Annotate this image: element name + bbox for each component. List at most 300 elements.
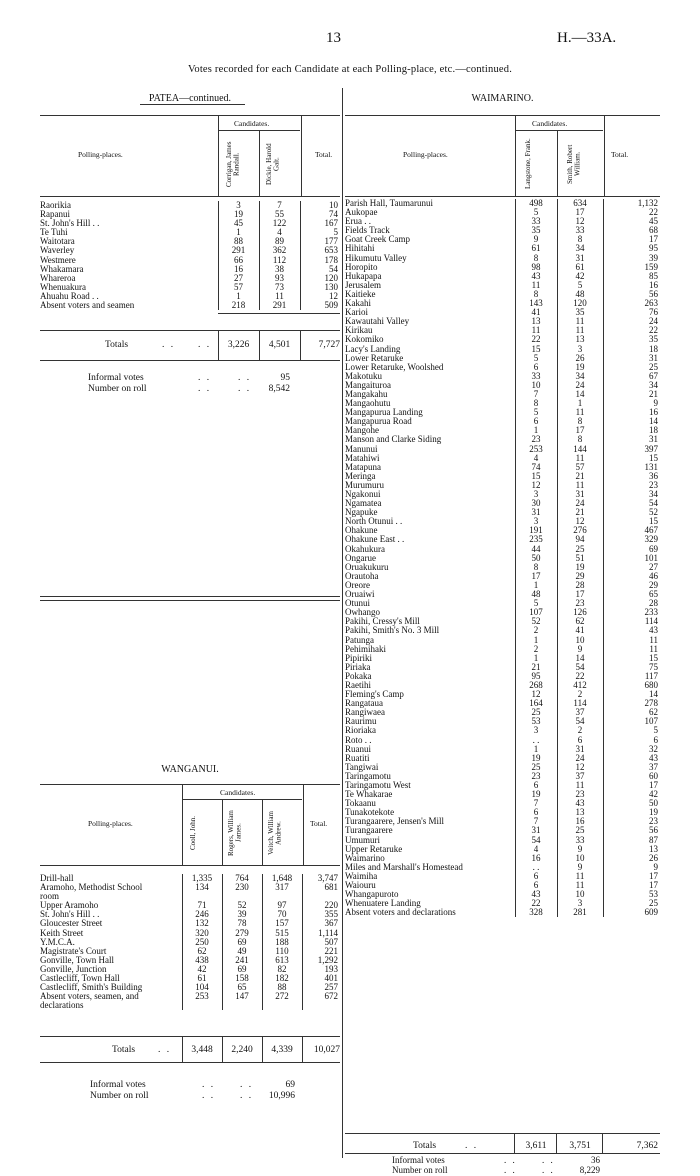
polling-place-name: Rapanui: [40, 210, 70, 220]
polling-place-name: Turangaarere, Jensen's Mill: [345, 817, 445, 827]
candidate-votes: 97: [262, 901, 302, 910]
waimarino-table-row: [345, 672, 660, 681]
waimarino-table-row: [345, 826, 660, 835]
row-total: 17: [603, 781, 660, 790]
candidate-votes: 2: [515, 645, 557, 654]
waimarino-table-row: [345, 763, 660, 772]
row-total: 15: [603, 454, 660, 463]
polling-place-name: Gonville, Town Hall: [40, 955, 114, 965]
polling-place-name: Lacy's Landing: [345, 344, 401, 354]
candidate-votes: 62: [557, 617, 603, 626]
waimarino-table-row: [345, 908, 660, 917]
row-total: 39: [603, 254, 660, 263]
waimarino-table-row: [345, 581, 660, 590]
row-total: 101: [603, 554, 660, 563]
candidate-votes: 69: [222, 938, 262, 947]
row-total: 13: [603, 845, 660, 854]
waimarino-table-row: [345, 226, 660, 235]
wanganui-results-table: [40, 874, 340, 1010]
polling-place-name: Magistrate's Court: [40, 946, 107, 956]
candidate-votes: 11: [515, 281, 557, 290]
waimarino-table-row: [345, 626, 660, 635]
candidate-votes: 6: [515, 881, 557, 890]
candidate-votes: 4: [515, 845, 557, 854]
polling-place-name: Waverley: [40, 246, 75, 256]
candidate-votes: . .: [515, 863, 557, 872]
row-total: 6: [603, 736, 660, 745]
row-total: 46: [603, 572, 660, 581]
waimarino-table-row: [345, 317, 660, 326]
polling-place-name: Kaitieke: [345, 289, 376, 299]
wanganui-table-row: [40, 938, 340, 947]
waimarino-table-row: [345, 890, 660, 899]
patea-table-row: [40, 283, 340, 292]
waimarino-table-row: [345, 572, 660, 581]
row-total: 178: [300, 256, 340, 265]
waimarino-candidate-2: Smith, Robert William.: [566, 144, 582, 184]
polling-place-name: Absent voters and seamen: [40, 301, 135, 311]
row-total: 15: [603, 654, 660, 663]
candidate-votes: 43: [515, 890, 557, 899]
candidate-votes: 11: [557, 454, 603, 463]
polling-place-name: Absent voters, seamen, and: [40, 992, 139, 1002]
patea-table-header: [40, 115, 340, 197]
row-total: 60: [603, 772, 660, 781]
candidate-votes: 35: [515, 226, 557, 235]
polling-place-name: Kawautahi Valley: [345, 317, 410, 327]
candidate-votes: 7: [515, 390, 557, 399]
waimarino-table-row: [345, 254, 660, 263]
candidate-votes: 31: [557, 254, 603, 263]
candidate-votes: 8: [557, 435, 603, 444]
candidate-votes: 2: [557, 690, 603, 699]
polling-place-name: St. John's Hill . .: [40, 910, 100, 920]
waimarino-table-row: [345, 381, 660, 390]
candidate-votes: 120: [557, 299, 603, 308]
row-total: 56: [603, 826, 660, 835]
polling-place-name: room: [40, 892, 59, 902]
candidate-votes: 5: [515, 408, 557, 417]
polling-place-name: Ohakune East . .: [345, 535, 405, 545]
row-total: 50: [603, 799, 660, 808]
candidate-votes: 191: [515, 526, 557, 535]
candidate-votes: 27: [218, 274, 259, 283]
polling-place-name: Oruakukuru: [345, 562, 389, 572]
candidate-votes: 15: [515, 472, 557, 481]
candidate-votes: 182: [262, 974, 302, 983]
candidate-votes: 1: [218, 228, 259, 237]
candidate-votes: 230: [222, 883, 262, 892]
candidate-votes: 1: [557, 399, 603, 408]
candidate-votes: 74: [515, 463, 557, 472]
row-total: 107: [603, 717, 660, 726]
waimarino-table-row: [345, 681, 660, 690]
polling-place-name: Fields Track: [345, 226, 390, 236]
candidate-votes: 11: [557, 481, 603, 490]
candidate-votes: 42: [182, 965, 222, 974]
waimarino-total-c1: 3,611: [525, 1141, 547, 1151]
candidate-votes: 6: [515, 808, 557, 817]
candidate-votes: 57: [218, 283, 259, 292]
patea-candidate-2: Dickie, Harold Galt.: [265, 143, 281, 185]
polling-place-name: Ruanui: [345, 744, 371, 754]
candidate-votes: 34: [557, 244, 603, 253]
candidate-votes: 23: [515, 435, 557, 444]
row-total: 159: [603, 263, 660, 272]
wanganui-informal-label: Informal votes: [90, 1080, 146, 1090]
candidate-votes: 39: [222, 910, 262, 919]
polling-place-name: Matapuna: [345, 462, 381, 472]
row-total: 85: [603, 272, 660, 281]
row-total: 87: [603, 836, 660, 845]
waimarino-table-row: [345, 535, 660, 544]
wanganui-table-header: [40, 784, 340, 866]
row-total: 653: [300, 246, 340, 255]
candidate-votes: 12: [515, 481, 557, 490]
row-total: 31: [603, 354, 660, 363]
candidate-votes: 6: [515, 417, 557, 426]
candidate-votes: 66: [218, 256, 259, 265]
polling-place-name: Waiouru: [345, 881, 376, 891]
candidate-votes: 9: [515, 235, 557, 244]
candidate-votes: 8: [515, 399, 557, 408]
candidate-votes: 10: [557, 636, 603, 645]
waimarino-table-row: [345, 599, 660, 608]
patea-table-row: [40, 210, 340, 219]
candidate-votes: 4: [515, 454, 557, 463]
waimarino-table-row: [345, 808, 660, 817]
candidate-votes: 132: [182, 919, 222, 928]
polling-place-name: Aukopae: [345, 208, 378, 218]
candidate-votes: 33: [515, 372, 557, 381]
row-total: 257: [302, 983, 340, 992]
waimarino-table-row: [345, 817, 660, 826]
wanganui-table-row: [40, 874, 340, 883]
candidate-votes: 26: [557, 354, 603, 363]
polling-place-name: Pakihi, Cressy's Mill: [345, 617, 420, 627]
candidate-votes: 57: [557, 463, 603, 472]
candidate-votes: 1,648: [262, 874, 302, 883]
waimarino-table-row: [345, 799, 660, 808]
waimarino-table-row: [345, 690, 660, 699]
patea-table-row: [40, 256, 340, 265]
candidate-votes: 515: [262, 929, 302, 938]
candidate-votes: [222, 892, 262, 901]
wanganui-informal-row: Informal votes . . . . 69: [90, 1080, 295, 1090]
row-total: 24: [603, 317, 660, 326]
patea-col-candidates: Candidates.: [234, 119, 270, 128]
polling-place-name: Okahukura: [345, 544, 385, 554]
waimarino-table-row: [345, 399, 660, 408]
wanganui-col-total: Total.: [310, 819, 328, 828]
candidate-votes: 9: [557, 863, 603, 872]
candidate-votes: 23: [515, 772, 557, 781]
row-total: 114: [603, 617, 660, 626]
candidate-votes: [262, 892, 302, 901]
waimarino-table-row: [345, 372, 660, 381]
waimarino-table-row: [345, 244, 660, 253]
row-total: 27: [603, 563, 660, 572]
candidate-votes: 253: [515, 445, 557, 454]
row-total: 10: [300, 201, 340, 210]
candidate-votes: 157: [262, 919, 302, 928]
candidate-votes: 3: [515, 517, 557, 526]
candidate-votes: 38: [259, 265, 300, 274]
page-heading: Votes recorded for each Candidate at each Polling-place, etc.—continued.: [187, 64, 513, 75]
candidate-votes: 764: [222, 874, 262, 883]
candidate-votes: 13: [515, 317, 557, 326]
polling-place-name: Kirikau: [345, 326, 373, 336]
polling-place-name: Taringamotu West: [345, 781, 411, 790]
row-total: 397: [603, 445, 660, 454]
patea-table-row: [40, 292, 340, 301]
candidate-votes: [222, 1001, 262, 1010]
wanganui-table-row: [40, 965, 340, 974]
row-total: 263: [603, 299, 660, 308]
waimarino-table-row: [345, 335, 660, 344]
candidate-votes: 93: [259, 274, 300, 283]
waimarino-roll-label: Number on roll: [392, 1165, 448, 1175]
row-total: 19: [603, 808, 660, 817]
polling-place-name: Rangataua: [345, 699, 383, 709]
candidate-votes: 61: [557, 263, 603, 272]
polling-place-name: Ngapuke: [345, 508, 378, 518]
polling-place-name: Ngakonui: [345, 490, 381, 499]
waimarino-table-row: [345, 235, 660, 244]
row-total: 233: [603, 608, 660, 617]
polling-place-name: Oruaiwi: [345, 590, 375, 600]
waimarino-table-row: [345, 745, 660, 754]
candidate-votes: 37: [557, 708, 603, 717]
candidate-votes: 8: [515, 290, 557, 299]
candidate-votes: 65: [222, 983, 262, 992]
row-total: 52: [603, 508, 660, 517]
polling-place-name: Tangiwai: [345, 762, 379, 772]
row-total: 681: [302, 883, 340, 892]
patea-table-row: [40, 228, 340, 237]
waimarino-table-row: [345, 590, 660, 599]
row-total: 34: [603, 490, 660, 499]
row-total: 69: [603, 545, 660, 554]
wanganui-table-row: [40, 892, 340, 901]
candidate-votes: 52: [222, 901, 262, 910]
waimarino-table-row: [345, 554, 660, 563]
candidate-votes: 10: [557, 854, 603, 863]
candidate-votes: 16: [218, 265, 259, 274]
polling-place-name: Castlecliff, Town Hall: [40, 974, 120, 984]
row-total: 22: [603, 326, 660, 335]
candidate-votes: 25: [557, 826, 603, 835]
wanganui-section-title: WANGANUI.: [161, 764, 219, 775]
row-total: 12: [300, 292, 340, 301]
waimarino-table-row: [345, 463, 660, 472]
candidate-votes: 11: [557, 317, 603, 326]
waimarino-col-candidates: Candidates.: [532, 119, 568, 128]
waimarino-table-row: [345, 708, 660, 717]
candidate-votes: 12: [557, 217, 603, 226]
row-total: 5: [300, 228, 340, 237]
candidate-votes: 4: [259, 228, 300, 237]
candidate-votes: 94: [557, 535, 603, 544]
polling-place-name: Umumuri: [345, 835, 380, 845]
row-total: 62: [603, 708, 660, 717]
row-total: 25: [603, 899, 660, 908]
candidate-votes: 55: [259, 210, 300, 219]
candidate-votes: 438: [182, 956, 222, 965]
polling-place-name: Tunakotekote: [345, 808, 395, 818]
candidate-votes: 1: [515, 426, 557, 435]
candidate-votes: 7: [259, 201, 300, 210]
waimarino-table-row: [345, 726, 660, 735]
row-total: 1,114: [302, 929, 340, 938]
waimarino-total-c2: 3,751: [569, 1141, 591, 1151]
waimarino-table-row: [345, 299, 660, 308]
candidate-votes: 19: [557, 563, 603, 572]
row-total: 43: [603, 626, 660, 635]
waimarino-table-row: [345, 526, 660, 535]
row-total: 95: [603, 244, 660, 253]
row-total: 25: [603, 363, 660, 372]
candidate-votes: 54: [557, 663, 603, 672]
candidate-votes: 42: [557, 272, 603, 281]
patea-results-table: [40, 201, 340, 310]
candidate-votes: 3: [515, 726, 557, 735]
polling-place-name: Karioi: [345, 308, 368, 318]
waimarino-roll-value: 8,229: [579, 1165, 600, 1175]
wanganui-total-c1: 3,448: [191, 1045, 213, 1055]
candidate-votes: 95: [515, 672, 557, 681]
polling-place-name: North Otunui . .: [345, 517, 403, 527]
waimarino-table-row: [345, 445, 660, 454]
candidate-votes: 1: [515, 636, 557, 645]
row-total: 278: [603, 699, 660, 708]
candidate-votes: 8: [515, 254, 557, 263]
document-code: H.—33A.: [557, 30, 617, 46]
polling-place-name: Waimiha: [345, 871, 378, 881]
candidate-votes: 317: [262, 883, 302, 892]
candidate-votes: 320: [182, 929, 222, 938]
candidate-votes: 50: [515, 554, 557, 563]
candidate-votes: 25: [515, 763, 557, 772]
candidate-votes: 218: [218, 301, 259, 310]
candidate-votes: 634: [557, 199, 603, 208]
candidate-votes: 291: [218, 246, 259, 255]
candidate-votes: 1: [515, 654, 557, 663]
row-total: 9: [603, 399, 660, 408]
column-divider: [342, 88, 343, 1158]
candidate-votes: 16: [557, 817, 603, 826]
polling-place-name: Keith Street: [40, 928, 84, 938]
polling-place-name: Otunui: [345, 599, 371, 609]
candidate-votes: 98: [515, 263, 557, 272]
patea-table-row: [40, 201, 340, 210]
polling-place-name: Gloucester Street: [40, 919, 103, 929]
candidate-votes: 235: [515, 535, 557, 544]
candidate-votes: [262, 1001, 302, 1010]
candidate-votes: 33: [557, 226, 603, 235]
patea-table-row: [40, 237, 340, 246]
row-total: 18: [603, 426, 660, 435]
waimarino-table-row: [345, 354, 660, 363]
polling-place-name: Pipiriki: [345, 653, 373, 663]
wanganui-table-row: [40, 919, 340, 928]
candidate-votes: 22: [515, 899, 557, 908]
candidate-votes: 78: [222, 919, 262, 928]
row-total: 23: [603, 817, 660, 826]
candidate-votes: 21: [515, 663, 557, 672]
candidate-votes: 24: [557, 381, 603, 390]
candidate-votes: 246: [182, 910, 222, 919]
polling-place-name: declarations: [40, 1001, 84, 1011]
polling-place-name: Waitotara: [40, 237, 75, 247]
row-total: 17: [603, 872, 660, 881]
polling-place-name: Parish Hall, Taumarunui: [345, 199, 433, 208]
candidate-votes: 61: [182, 974, 222, 983]
waimarino-table-row: [345, 499, 660, 508]
candidate-votes: 8: [515, 563, 557, 572]
candidate-votes: 241: [222, 956, 262, 965]
row-total: 14: [603, 690, 660, 699]
waimarino-table-row: [345, 663, 660, 672]
candidate-votes: 11: [557, 326, 603, 335]
waimarino-table-row: [345, 563, 660, 572]
waimarino-table-row: [345, 490, 660, 499]
row-total: 16: [603, 408, 660, 417]
row-total: 5: [603, 726, 660, 735]
row-total: 130: [300, 283, 340, 292]
waimarino-table-row: [345, 717, 660, 726]
waimarino-table-row: [345, 290, 660, 299]
candidate-votes: 89: [259, 237, 300, 246]
row-total: 68: [603, 226, 660, 235]
wanganui-informal-value: 69: [285, 1080, 295, 1090]
polling-place-name: Hihitahi: [345, 244, 375, 254]
wanganui-total-all: 10,027: [313, 1045, 340, 1055]
row-total: 29: [603, 581, 660, 590]
candidate-votes: 23: [557, 599, 603, 608]
row-total: 17: [603, 881, 660, 890]
candidate-votes: 16: [515, 854, 557, 863]
candidate-votes: 281: [557, 908, 603, 917]
polling-place-name: Lower Retaruke: [345, 353, 404, 363]
polling-place-name: Ngamatea: [345, 499, 382, 509]
row-total: 54: [300, 265, 340, 274]
candidate-votes: 10: [515, 381, 557, 390]
waimarino-informal-row: Informal votes . . . . 36: [392, 1155, 600, 1165]
candidate-votes: 31: [557, 490, 603, 499]
waimarino-table-row: [345, 308, 660, 317]
wanganui-col-candidates: Candidates.: [220, 788, 256, 797]
patea-informal-row: Informal votes . . . . 95: [88, 373, 290, 383]
candidate-votes: 17: [515, 572, 557, 581]
wanganui-roll-label: Number on roll: [90, 1091, 149, 1101]
candidate-votes: 8: [557, 235, 603, 244]
candidate-votes: 11: [259, 292, 300, 301]
patea-informal-label: Informal votes: [88, 373, 144, 383]
row-total: 56: [603, 290, 660, 299]
candidate-votes: 19: [218, 210, 259, 219]
polling-place-name: Patunga: [345, 635, 374, 645]
candidate-votes: 12: [557, 763, 603, 772]
candidate-votes: 3: [557, 899, 603, 908]
row-total: 22: [603, 208, 660, 217]
patea-informal-value: 95: [280, 373, 290, 383]
polling-place-name: Mangaituroa: [345, 380, 391, 390]
candidate-votes: 70: [262, 910, 302, 919]
polling-place-name: Aramoho, Methodist School: [40, 883, 143, 893]
waimarino-table-row: [345, 872, 660, 881]
candidate-votes: 147: [222, 992, 262, 1001]
